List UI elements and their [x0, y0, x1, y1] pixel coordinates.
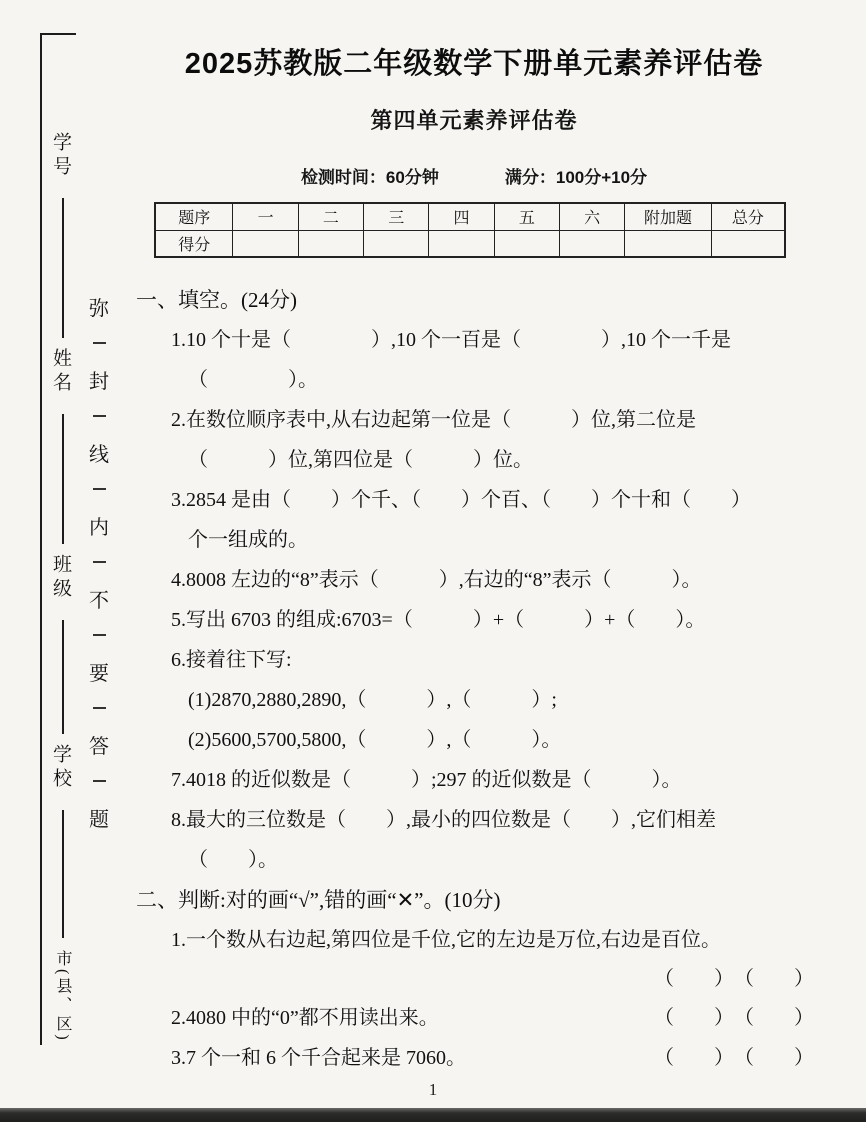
scan-artifact-strip: [0, 1108, 866, 1122]
score-header-cell: 一: [233, 203, 298, 230]
score-cell-empty: [494, 230, 559, 257]
seal-line-text: [88, 292, 110, 832]
field-label-district: 市(县、区): [54, 950, 71, 1043]
judge-item-text: 2.4080 中的“0”都不用读出来。: [171, 1007, 439, 1029]
score-header-cell: 附加题: [625, 203, 711, 230]
seal-dash: [93, 415, 106, 417]
judge-item-text: 1.一个数从右边起,第四位是千位,它的左边是万位,右边是百位。: [171, 929, 721, 951]
seal-char: 答: [89, 736, 109, 758]
judge-item: [128, 1038, 820, 1078]
paper-content: [128, 46, 820, 1078]
main-title: 2025苏教版二年级数学下册单元素养评估卷: [184, 48, 764, 80]
fill-blank-subline: (1)2870,2880,2890,（ ）,（ ）;: [188, 689, 557, 711]
write-line: [62, 620, 64, 734]
score-cell-empty: [711, 230, 785, 257]
fill-blank-line: 个一组成的。: [188, 529, 308, 551]
score-table-score-row: [155, 230, 785, 257]
seal-char: 题: [89, 809, 109, 831]
seal-char: 线: [89, 444, 109, 466]
score-header-cell: 四: [429, 203, 494, 230]
score-table-header-row: [155, 203, 785, 230]
seal-char: 不: [89, 590, 109, 612]
write-line: [62, 414, 64, 544]
judge-item-text: 3.7 个一和 6 个千合起来是 7060。: [171, 1047, 466, 1069]
seal-dash: [93, 780, 106, 782]
fill-blank-line: 1.10 个十是（ ）,10 个一百是（ ）,10 个一千是: [171, 329, 731, 351]
fill-blank-line: （ ）。: [188, 849, 278, 871]
section2-heading: 二、判断:对的画“√”,错的画“✕”。(10分): [136, 888, 501, 912]
fill-blank-subline: (2)5600,5700,5800,（ ）,（ ）。: [188, 729, 562, 751]
exam-duration: 检测时间：60分钟: [300, 168, 439, 187]
judge-item: [128, 998, 820, 1038]
judge-answer-blanks: （ ） （ ）: [654, 1047, 814, 1069]
score-cell-empty: [429, 230, 494, 257]
page-number: 1: [428, 1080, 438, 1099]
exam-total-score: 满分：100分+10分: [504, 168, 648, 187]
seal-char: 要: [89, 663, 109, 685]
fill-blank-line: 4.8008 左边的“8”表示（ ）,右边的“8”表示（ ）。: [171, 569, 702, 591]
field-label-class: 班级: [50, 554, 71, 602]
judge-answer-blanks: （ ） （ ）: [654, 968, 814, 990]
score-cell-empty: [233, 230, 298, 257]
unit-subtitle: 第四单元素养评估卷: [370, 108, 578, 133]
score-cell-empty: [560, 230, 625, 257]
seal-dash: [93, 488, 106, 490]
seal-dash: [93, 707, 106, 709]
score-header-cell: 总分: [711, 203, 785, 230]
write-line: [62, 198, 64, 338]
fill-blank-line: 3.2854 是由（ ）个千、（ ）个百、（ ）个十和（ ）: [171, 489, 751, 511]
score-cell-empty: [625, 230, 711, 257]
write-line: [62, 810, 64, 938]
section1-heading: 一、填空。(24分): [136, 288, 297, 312]
score-cell-empty: [364, 230, 429, 257]
seal-char: 封: [89, 371, 109, 393]
fill-blank-line: 6.接着往下写:: [171, 649, 292, 671]
seal-dash: [93, 342, 106, 344]
field-label-student-number: 学号: [50, 132, 71, 180]
fill-blank-line: 8.最大的三位数是（ ）,最小的四位数是（ ）,它们相差: [171, 809, 716, 831]
page-fold-tick: [40, 33, 76, 35]
judge-answer-blanks: （ ） （ ）: [654, 1007, 814, 1029]
score-header-cell: 六: [560, 203, 625, 230]
seal-char: 弥: [89, 298, 109, 320]
page-fold-line: [40, 33, 42, 1045]
fill-blank-line: （ ）位,第四位是（ ）位。: [188, 449, 533, 471]
score-header-cell: 二: [298, 203, 363, 230]
seal-dash: [93, 561, 106, 563]
fill-blank-line: （ ）。: [188, 369, 318, 391]
score-row-label: 得分: [155, 230, 233, 257]
score-header-cell: 五: [494, 203, 559, 230]
fill-blank-line: 5.写出 6703 的组成:6703=（ ）+（ ）+（ ）。: [171, 609, 706, 631]
field-label-name: 姓名: [50, 348, 71, 396]
score-table: [154, 202, 786, 258]
seal-char: 内: [89, 517, 109, 539]
score-cell-empty: [298, 230, 363, 257]
fill-blank-line: 2.在数位顺序表中,从右边起第一位是（ ）位,第二位是: [171, 409, 696, 431]
score-header-cell: 题序: [155, 203, 233, 230]
exam-info: [128, 166, 820, 190]
field-label-school: 学校: [50, 744, 71, 792]
score-header-cell: 三: [364, 203, 429, 230]
seal-dash: [93, 634, 106, 636]
fill-blank-line: 7.4018 的近似数是（ ）;297 的近似数是（ ）。: [171, 769, 682, 791]
